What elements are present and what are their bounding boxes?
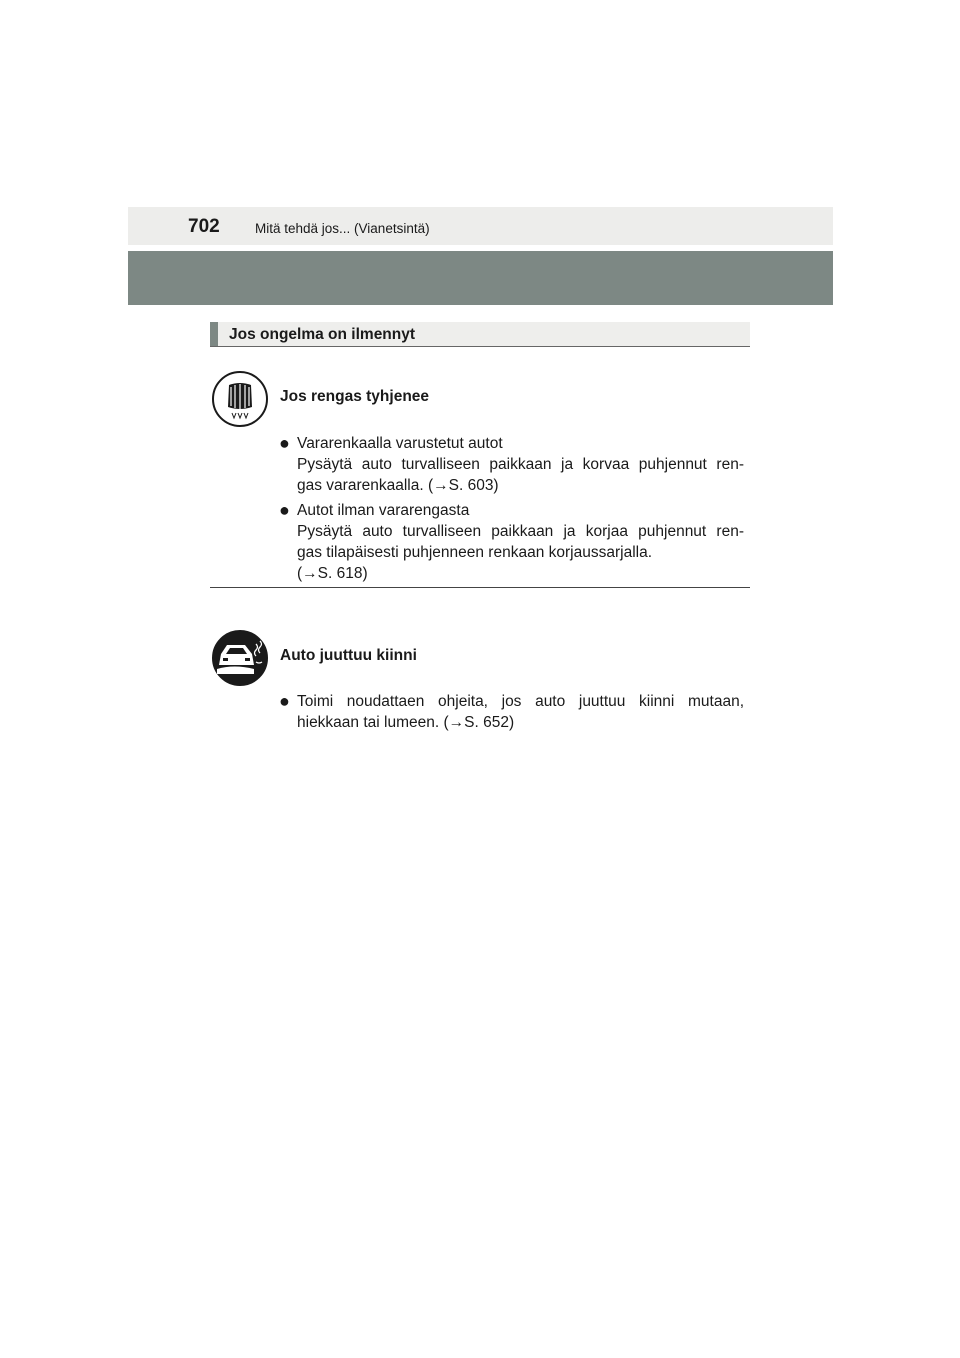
flat-tire-icon [212,371,268,427]
item-line: (→S. 618) [297,565,368,582]
running-title: Mitä tehdä jos... (Vianetsintä) [255,221,430,236]
topic-title-stuck-car: Auto juuttuu kiinni [280,647,417,664]
bullet-icon: ● [279,433,290,453]
bullet-icon: ● [279,691,290,711]
stuck-car-icon [212,630,268,686]
item-line: hiekkaan tai lumeen. (→S. 652) [297,714,515,731]
page-header [128,207,833,245]
item-line: Pysäytä auto turvalliseen paikkaan ja korjaa puhjennut ren- [297,523,744,540]
item-line: Pysäytä auto turvalliseen paikkaan ja korvaa puhjennut ren- [297,456,744,473]
item-line: gas vararenkaalla. (→S. 603) [297,477,499,494]
list-item [297,500,744,584]
item-lead: Autot ilman vararengasta [297,502,470,519]
item-line: Toimi noudattaen ohjeita, jos auto juuttuu kiinni mutaan, [297,693,744,710]
page-number: 702 [188,216,220,237]
item-line: gas tilapäisesti puhjenneen renkaan korjaussarjalla. [297,544,653,561]
list-item [297,691,744,733]
chapter-band [128,251,833,305]
section-heading [210,322,750,347]
topic-title-flat-tire: Jos rengas tyhjenee [280,388,430,405]
list-item [297,433,744,496]
heading-accent [210,322,218,346]
section-divider [210,587,750,588]
section-heading-text: Jos ongelma on ilmennyt [229,326,416,343]
item-lead: Vararenkaalla varustetut autot [297,435,503,452]
bullet-icon: ● [279,500,290,520]
